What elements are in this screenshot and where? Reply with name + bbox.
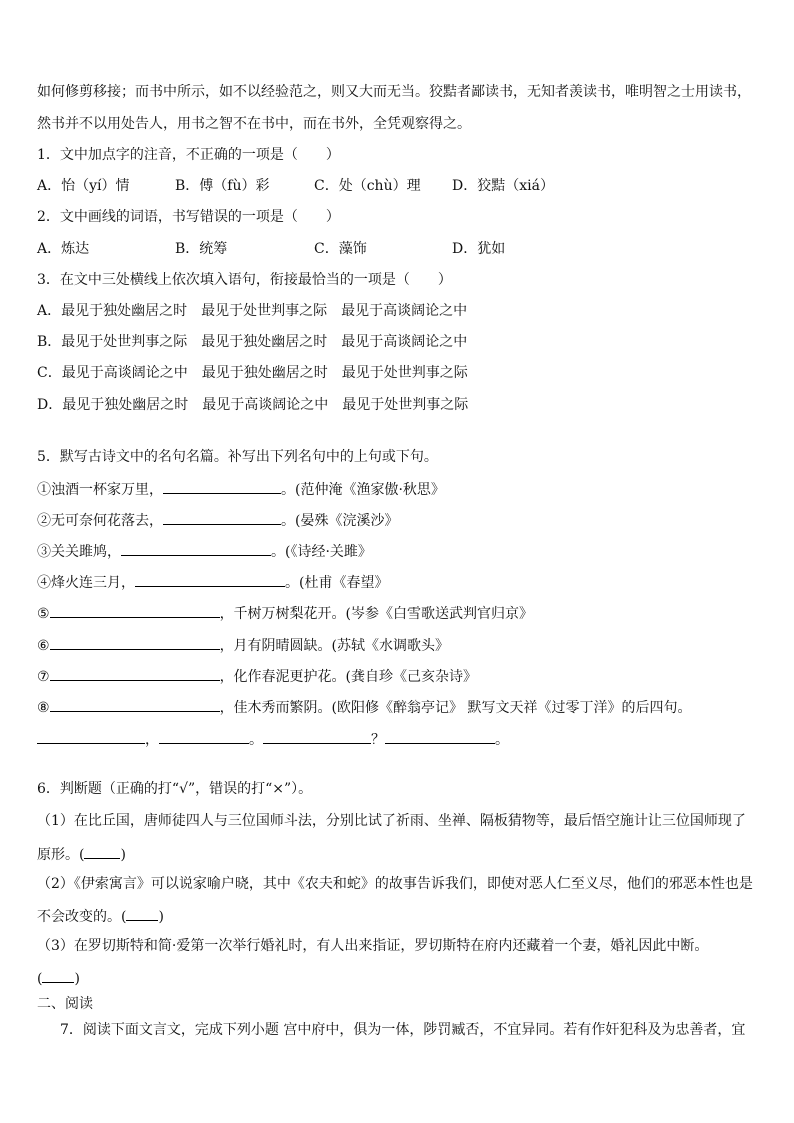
q6-statement-2-line-1: （2）《伊索寓言》可以说家喻户晓，其中《农夫和蛇》的故事告诉我们，即使对恶人仁至义尽，他们的邪恶本性也是: [37, 876, 753, 892]
q5-item-4-prompt: ④烽火连三月，: [37, 575, 135, 591]
q1-options: [37, 176, 757, 196]
q5-item-3-blank[interactable]: [121, 540, 271, 556]
q5-item-4: [37, 571, 388, 593]
q5-item-5-number: ⑤: [37, 606, 50, 622]
q5-item-5-blank[interactable]: [50, 602, 220, 618]
q5-item-4-blank[interactable]: [135, 571, 285, 587]
q5-item-1-blank[interactable]: [163, 478, 281, 494]
q3-option-b: B．最见于处世判事之际 最见于独处幽居之时 最见于高谈阔论之中: [37, 334, 468, 350]
answer-blank-2[interactable]: [159, 728, 249, 744]
q5-item-6-blank[interactable]: [50, 634, 220, 650]
q5-item-6-number: ⑥: [37, 638, 50, 654]
q2-stem: 2．文中画线的词语，书写错误的一项是（ ）: [37, 209, 340, 225]
q5-item-3-source: 。(《诗经·关雎》: [271, 544, 372, 560]
q7-stem: 7．阅读下面文言文，完成下列小题 宫中府中，俱为一体，陟罚臧否，不宜异同。若有作奸犯科及为忠善者，宜: [60, 1022, 746, 1038]
q5-item-2-prompt: ②无可奈何花落去，: [37, 513, 163, 529]
answer-sep-4: 。: [495, 732, 509, 748]
intro-line-2: 然书并不以用处告人，用书之智不在书中，而在书外，全凭观察得之。: [37, 116, 471, 132]
q5-item-5: [37, 602, 533, 624]
q2-option-d: D．犹如: [452, 241, 506, 257]
q6-statement-3-close: ): [74, 971, 80, 987]
q3-option-d: D．最见于独处幽居之时 最见于高谈阔论之中 最见于处世判事之际: [37, 397, 469, 413]
q6-answer-blank-1[interactable]: [84, 843, 120, 859]
q5-item-5-text: ，千树万树梨花开。(岑参《白雪歌送武判官归京》: [219, 606, 534, 622]
q5-item-6-text: ，月有阴晴圆缺。(苏轼《水调歌头》: [219, 638, 450, 654]
q6-statement-2-close: ): [158, 909, 164, 925]
q2-option-a: A．炼达: [37, 241, 90, 257]
q1-option-a: A．怡（yí）情: [37, 178, 130, 194]
q6-statement-1-line-1: （1）在比丘国，唐师徒四人与三位国师斗法，分别比试了祈雨、坐禅、隔板猜物等，最后悟空施计让三位国师现了: [37, 813, 746, 829]
q5-item-7-text: ，化作春泥更护花。(龚自珍《己亥杂诗》: [219, 669, 478, 685]
q6-statement-3-line-1: （3）在罗切斯特和简·爱第一次举行婚礼时，有人出来指证，罗切斯特在府内还藏着一个妻，婚礼因此中断。: [37, 938, 709, 954]
section-heading-reading: 二、阅读: [37, 996, 93, 1012]
q1-stem: 1．文中加点字的注音，不正确的一项是（ ）: [37, 147, 340, 163]
q6-statement-3-line-2: [37, 967, 80, 989]
q3-option-c: C．最见于高谈阔论之中 最见于独处幽居之时 最见于处世判事之际: [37, 365, 468, 381]
answer-sep-1: ，: [145, 732, 159, 748]
q6-statement-1-line-2: [37, 843, 126, 865]
q5-item-1-source: 。(范仲淹《渔家傲·秋思》: [281, 482, 445, 498]
q2-option-b: B．统筹: [175, 241, 228, 257]
q1-option-b: B．傅（fù）彩: [175, 178, 270, 194]
q5-item-8-number: ⑧: [37, 700, 50, 716]
q3-option-a: A．最见于独处幽居之时 最见于处世判事之际 最见于高谈阔论之中: [37, 303, 468, 319]
q3-stem: 3．在文中三处横线上依次填入语句，衔接最恰当的一项是（ ）: [37, 272, 452, 288]
q5-item-4-source: 。(杜甫《春望》: [285, 575, 389, 591]
q5-stem: 5．默写古诗文中的名句名篇。补写出下列名句中的上句或下句。: [37, 449, 438, 465]
q5-item-6: [37, 634, 449, 656]
q5-item-8-answer-line: [37, 728, 509, 750]
q5-item-8-text: ，佳木秀而繁阴。(欧阳修《醉翁亭记》 默写文天祥《过零丁洋》的后四句。: [219, 700, 692, 716]
q5-item-1-prompt: ①浊酒一杯家万里，: [37, 482, 163, 498]
intro-line-1: 如何修剪移接；而书中所示，如不以经验范之，则又大而无当。狡黠者鄙读书，无知者羡读书，唯明智之士用读书，: [37, 84, 751, 100]
q6-answer-blank-2[interactable]: [126, 905, 158, 921]
q5-item-1: [37, 478, 445, 500]
q2-options: [37, 239, 757, 259]
q5-item-7-blank[interactable]: [50, 665, 220, 681]
q6-statement-2-line-2: [37, 905, 164, 927]
q6-statement-3-open: (: [37, 971, 43, 987]
q5-item-7-number: ⑦: [37, 669, 50, 685]
q5-item-2-blank[interactable]: [163, 509, 281, 525]
q6-statement-2-tail: 不会改变的。(: [37, 909, 127, 925]
answer-blank-1[interactable]: [37, 728, 145, 744]
q5-item-8: [37, 696, 691, 718]
answer-sep-3: ？: [371, 732, 385, 748]
q5-item-3: [37, 540, 372, 562]
answer-sep-2: 。: [249, 732, 263, 748]
q2-option-c: C．藻饰: [314, 241, 367, 257]
q1-option-c: C．处（chù）理: [314, 178, 421, 194]
q5-item-2-source: 。(晏殊《浣溪沙》: [281, 513, 399, 529]
answer-blank-4[interactable]: [385, 728, 495, 744]
answer-blank-3[interactable]: [263, 728, 371, 744]
q5-item-7: [37, 665, 477, 687]
q6-stem: 6．判断题（正确的打“√”，错误的打“×”）。: [37, 781, 313, 797]
q5-item-8-blank[interactable]: [50, 696, 220, 712]
q6-answer-blank-3[interactable]: [42, 967, 74, 983]
q5-item-2: [37, 509, 398, 531]
q6-statement-1-tail: 原形。(: [37, 847, 85, 863]
q1-option-d: D．狡黠（xiá）: [452, 178, 554, 194]
q5-item-3-prompt: ③关关雎鸠，: [37, 544, 121, 560]
q6-statement-1-close: ): [120, 847, 126, 863]
